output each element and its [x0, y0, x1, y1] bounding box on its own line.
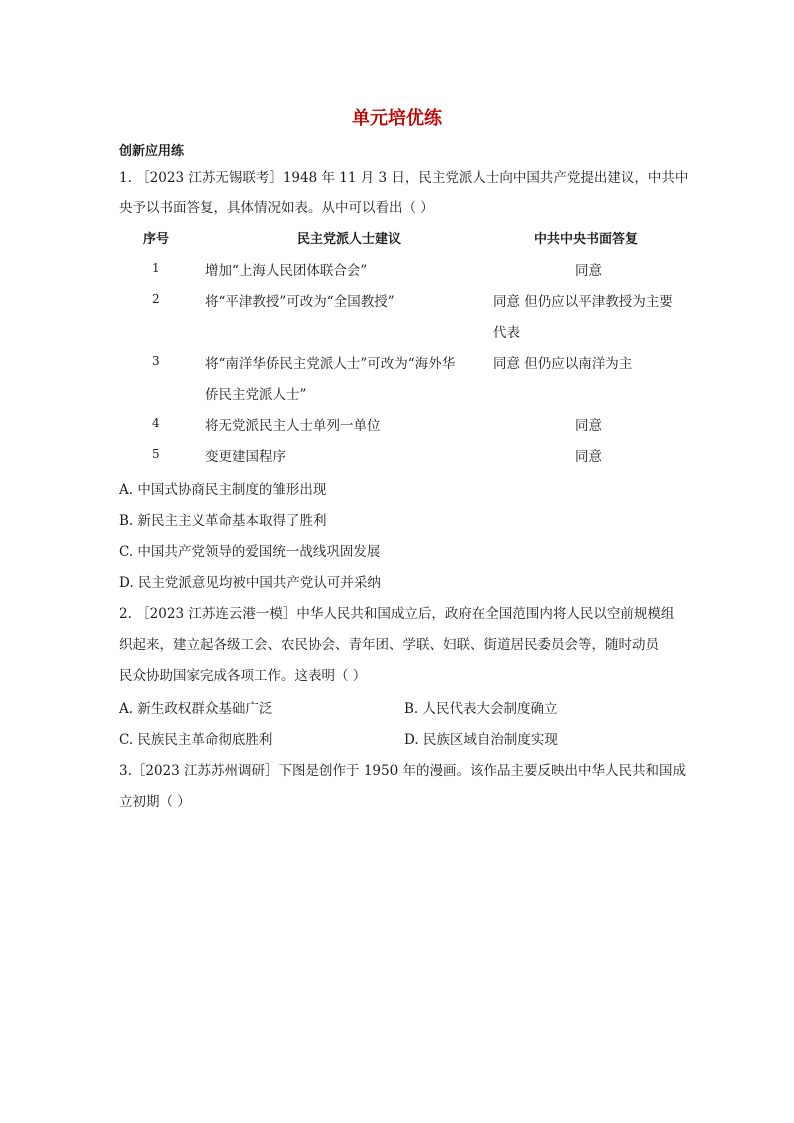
- table-cell-reply: 代表: [493, 325, 520, 341]
- table-cell-suggestion: 变更建国程序: [205, 449, 286, 465]
- question-1-option-d[interactable]: D. 民主党派意见均被中国共产党认可并采纳: [119, 575, 381, 591]
- question-1-text-line-2: 央予以书面答复，具体情况如表。从中可以看出（ ）: [119, 200, 434, 216]
- table-cell-reply: 同意: [575, 418, 602, 434]
- question-1-option-c[interactable]: C. 中国共产党领导的爱国统一战线巩固发展: [119, 544, 381, 560]
- table-cell-reply: 同意: [575, 449, 602, 465]
- table-cell-suggestion: 侨民主党派人士”: [205, 387, 307, 403]
- table-cell-suggestion: 增加“上海人民团体联合会”: [205, 263, 368, 279]
- question-2-text-line-3: 民众协助国家完成各项工作。这表明（ ）: [119, 668, 367, 684]
- table-cell-no: 5: [152, 447, 160, 461]
- question-1-option-a[interactable]: A. 中国式协商民主制度的雏形出现: [119, 482, 327, 498]
- table-cell-suggestion: 将“南洋华侨民主党派人士”可改为“海外华: [205, 356, 456, 372]
- question-3-text-line-1: 3.［2023 江苏苏州调研］下图是创作于 1950 年的漫画。该作品主要反映出中华人民共和国成: [119, 763, 686, 779]
- table-cell-no: 4: [152, 416, 160, 430]
- question-2-text-line-1: 2. ［2023 江苏连云港一模］中华人民共和国成立后，政府在全国范围内将人民以空前规模组: [119, 606, 675, 622]
- table-header-reply: 中共中央书面答复: [534, 232, 639, 247]
- question-3-text-line-2: 立初期（ ）: [119, 794, 191, 810]
- table-header-no: 序号: [143, 232, 170, 247]
- question-2-option-b[interactable]: B. 人民代表大会制度确立: [404, 701, 558, 717]
- table-cell-suggestion: 将无党派民主人士单列一单位: [205, 418, 381, 434]
- question-1-option-b[interactable]: B. 新民主主义革命基本取得了胜利: [119, 513, 327, 529]
- table-cell-reply: 同意: [575, 263, 602, 279]
- page-title: 单元培优练: [352, 108, 442, 129]
- table-cell-no: 3: [152, 354, 160, 368]
- question-1-text-line-1: 1. ［2023 江苏无锡联考］1948 年 11 月 3 日，民主党派人士向中国共产党提出建议，中共中: [119, 170, 689, 186]
- table-cell-reply: 同意 但仍应以南洋为主: [493, 356, 633, 372]
- table-cell-no: 1: [152, 261, 160, 275]
- question-2-option-a[interactable]: A. 新生政权群众基础广泛: [119, 701, 273, 717]
- section-heading: 创新应用练: [119, 144, 185, 159]
- table-header-suggestion: 民主党派人士建议: [297, 232, 402, 247]
- table-cell-no: 2: [152, 292, 160, 306]
- table-cell-reply: 同意 但仍应以平津教授为主要: [493, 294, 673, 310]
- question-2-text-line-2: 织起来，建立起各级工会、农民协会、青年团、学联、妇联、街道居民委员会等，随时动员: [119, 637, 659, 653]
- question-2-option-c[interactable]: C. 民族民主革命彻底胜利: [119, 732, 273, 748]
- table-cell-suggestion: 将“平津教授”可改为“全国教授”: [205, 294, 395, 310]
- question-2-option-d[interactable]: D. 民族区域自治制度实现: [404, 732, 558, 748]
